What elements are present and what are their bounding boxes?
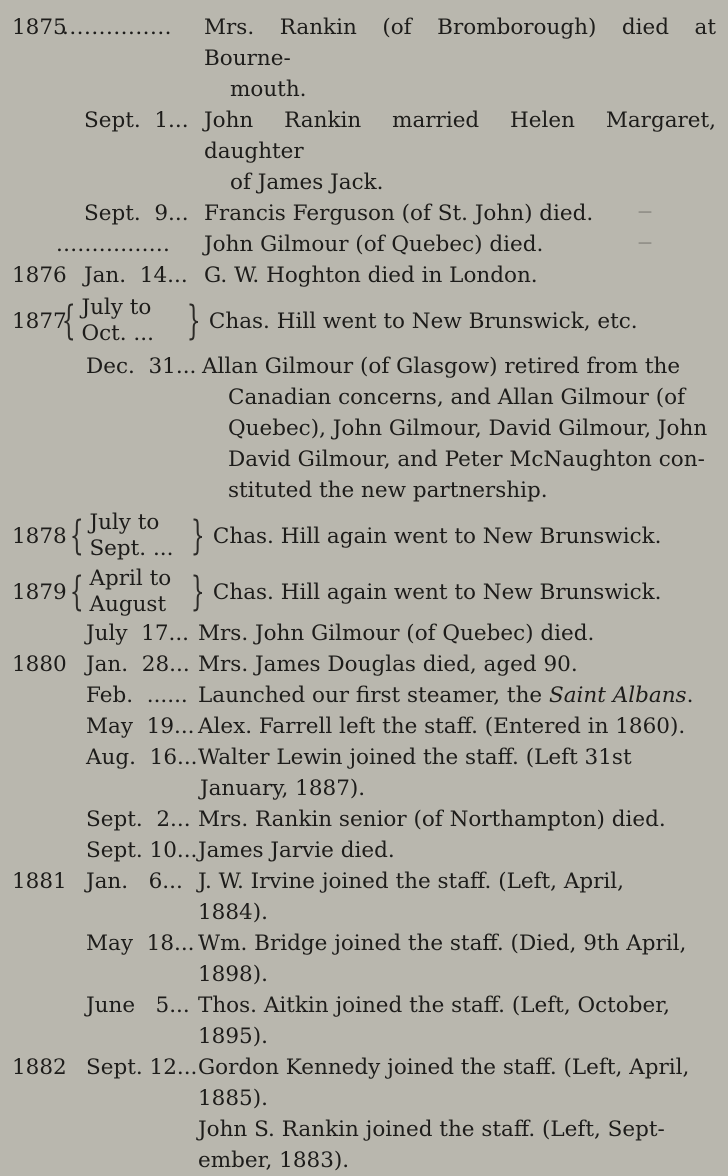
date-label: May 18... — [86, 931, 195, 956]
entry-text: Allan Gilmour (of Glasgow) retired from the — [202, 354, 681, 379]
entry-sept-2 — [12, 804, 716, 835]
right-brace-icon: } — [191, 569, 206, 615]
date-to: Sept. ... — [89, 536, 174, 561]
entry-text-continued: Quebec), John Gilmour, David Gilmour, John — [228, 416, 708, 441]
date-label: ................ — [56, 232, 171, 257]
entry-text: Walter Lewin joined the staff. (Left 31st — [198, 745, 632, 770]
entry-text: Francis Ferguson (of St. John) died. — [204, 201, 594, 226]
entry-text: Chas. Hill went to New Brunswick, etc. — [208, 308, 638, 334]
entry-may-19 — [12, 711, 716, 742]
year-label: 1878 — [12, 523, 67, 549]
margin-mark: — — [638, 235, 652, 251]
entry-text-pre: Launched our first steamer, the — [198, 683, 549, 708]
entry-text: John Rankin married Helen Margaret, daughter — [204, 108, 716, 164]
year-label: 1876 — [12, 263, 67, 288]
entry-sept-9 — [12, 198, 716, 229]
year-label: 1875 — [12, 15, 67, 40]
date-label: July 17... — [86, 621, 190, 646]
right-brace-icon: } — [187, 298, 202, 344]
entry-text-continued: 1895). — [198, 1024, 268, 1049]
entry-1877 — [12, 295, 716, 347]
entry-text: J. W. Irvine joined the staff. (Left, April, — [198, 869, 625, 894]
entry-text: Thos. Aitkin joined the staff. (Left, October, — [198, 993, 670, 1018]
entry-text: Mrs. Rankin senior (of Northampton) died. — [198, 807, 666, 832]
date-from: July to — [89, 510, 160, 535]
entry-text-continued: mouth. — [230, 77, 307, 102]
left-brace-icon: { — [61, 298, 76, 344]
entry-june-5 — [12, 990, 716, 1052]
entry-text-continued: 1885). — [198, 1086, 268, 1111]
entry-1882 — [12, 1052, 716, 1114]
entry-text-continued: 1898). — [198, 962, 268, 987]
entry-text-continued: 1884). — [198, 900, 268, 925]
date-label: Aug. 16... — [86, 745, 198, 770]
entry-sept-10 — [12, 835, 716, 866]
date-label: Jan. 6... — [86, 869, 183, 894]
entry-text: Mrs. James Douglas died, aged 90. — [198, 652, 578, 677]
entry-text-continued: David Gilmour, and Peter McNaughton con- — [228, 447, 705, 472]
entry-text-continued: stituted the new partnership. — [228, 478, 548, 503]
entry-text: Chas. Hill again went to New Brunswick. — [212, 579, 662, 605]
entry-may-18 — [12, 928, 716, 990]
entry-text: John Gilmour (of Quebec) died. — [204, 232, 544, 257]
entry-text — [198, 680, 716, 711]
entry-1876 — [12, 260, 716, 291]
entry-text: Mrs. Rankin (of Bromborough) died at Bourne- — [204, 15, 716, 71]
entry-text: Alex. Farrell left the staff. (Entered in 1860). — [198, 714, 686, 739]
year-label: 1881 — [12, 869, 67, 894]
entry-text-continued: of James Jack. — [230, 170, 384, 195]
date-label: Sept. 12... — [86, 1055, 198, 1080]
ship-name: Saint Albans — [548, 683, 687, 708]
date-label: Sept. 10... — [86, 838, 198, 863]
entry-text-continued: ember, 1883). — [198, 1148, 350, 1173]
entry-text: Wm. Bridge joined the staff. (Died, 9th April, — [198, 931, 687, 956]
date-to: Oct. ... — [81, 321, 154, 346]
date-label: Feb. ...... — [86, 683, 188, 708]
date-from: July to — [81, 295, 152, 320]
left-brace-icon: { — [69, 569, 84, 615]
entry-text: Mrs. John Gilmour (of Quebec) died. — [198, 621, 595, 646]
entry-text: G. W. Hoghton died in London. — [204, 263, 538, 288]
date-label: Jan. 14... — [84, 263, 188, 288]
entry-dec-31 — [12, 351, 716, 506]
date-to: August — [89, 592, 167, 617]
entry-text: Chas. Hill again went to New Brunswick. — [212, 523, 662, 549]
entry-john-s-rankin — [12, 1114, 716, 1176]
year-label: 1877 — [12, 308, 67, 334]
entry-1880 — [12, 649, 716, 680]
entry-1879 — [12, 566, 716, 618]
entry-text-continued: Canadian concerns, and Allan Gilmour (of — [228, 385, 686, 410]
margin-mark: — — [638, 204, 652, 220]
entry-text: Gordon Kennedy joined the staff. (Left, April, — [198, 1055, 690, 1080]
date-label: ............... — [62, 15, 173, 40]
entry-gilmour-quebec — [12, 229, 716, 260]
entry-text: James Jarvie died. — [198, 838, 395, 863]
entry-feb — [12, 680, 716, 711]
left-brace-icon: { — [69, 513, 84, 559]
entry-aug-16 — [12, 742, 716, 804]
entry-1881 — [12, 866, 716, 928]
entry-july-17 — [12, 618, 716, 649]
entry-1878 — [12, 510, 716, 562]
entry-sept-1 — [12, 105, 716, 198]
year-label: 1880 — [12, 652, 67, 677]
date-label: Sept. 2... — [86, 807, 191, 832]
date-label: June 5... — [86, 993, 190, 1018]
entry-1875-rankin — [12, 12, 716, 105]
date-from: April to — [89, 566, 172, 591]
date-label: Jan. 28... — [86, 652, 190, 677]
date-label: May 19... — [86, 714, 195, 739]
year-label: 1879 — [12, 579, 67, 605]
date-label: Sept. 9... — [84, 201, 189, 226]
date-label: Sept. 1... — [84, 108, 189, 133]
entry-text: John S. Rankin joined the staff. (Left, Sept- — [198, 1117, 665, 1142]
date-label: Dec. 31... — [86, 354, 197, 379]
entry-text-post: . — [686, 683, 694, 708]
year-label: 1882 — [12, 1055, 67, 1080]
entry-text-continued: January, 1887). — [200, 776, 366, 801]
right-brace-icon: } — [191, 513, 206, 559]
